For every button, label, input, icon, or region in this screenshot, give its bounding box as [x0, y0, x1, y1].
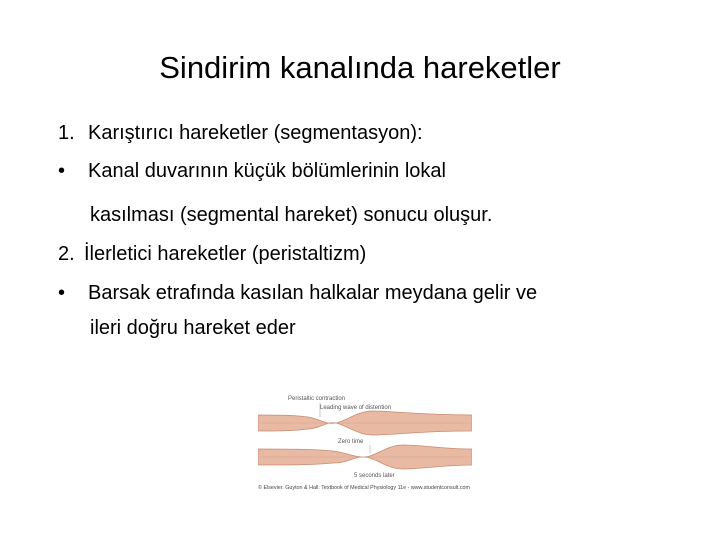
bullet-item-2-text: Barsak etrafında kasılan halkalar meydana gelir ve [88, 282, 538, 304]
bullet-marker: • [58, 282, 66, 304]
list-item-1-text: Karıştırıcı hareketler (segmentasyon): [88, 122, 423, 144]
peristalsis-diagram [258, 393, 472, 493]
list-number-2: 2. [58, 243, 75, 265]
bullet-item-1 [58, 159, 446, 183]
bullet-item-1-continuation: kasılması (segmental hareket) sonucu oluşur. [90, 204, 493, 226]
figure-label-later: 5 seconds later [354, 473, 395, 479]
list-item-2 [58, 242, 366, 266]
figure-label-peristaltic: Peristaltic contraction [288, 396, 346, 402]
bullet-marker: • [58, 160, 66, 182]
list-number-1: 1. [58, 122, 75, 144]
list-item-2-text: İlerletici hareketler (peristaltizm) [84, 243, 367, 265]
list-item-1 [58, 121, 423, 145]
peristalsis-illustration [258, 393, 472, 493]
figure-label-zero-time: Zero time [338, 439, 364, 445]
figure-caption: © Elsevier. Guyton & Hall: Textbook of Medical Physiology 11e - www.studentconsult.com [258, 485, 463, 491]
bullet-item-1-text: Kanal duvarının küçük bölümlerinin lokal [88, 160, 446, 182]
figure-label-leading-wave: Leading wave of distention [320, 405, 392, 411]
slide-title: Sindirim kanalında hareketler [159, 50, 561, 85]
bullet-item-2 [58, 281, 537, 305]
bullet-item-2-continuation: ileri doğru hareket eder [90, 317, 296, 339]
